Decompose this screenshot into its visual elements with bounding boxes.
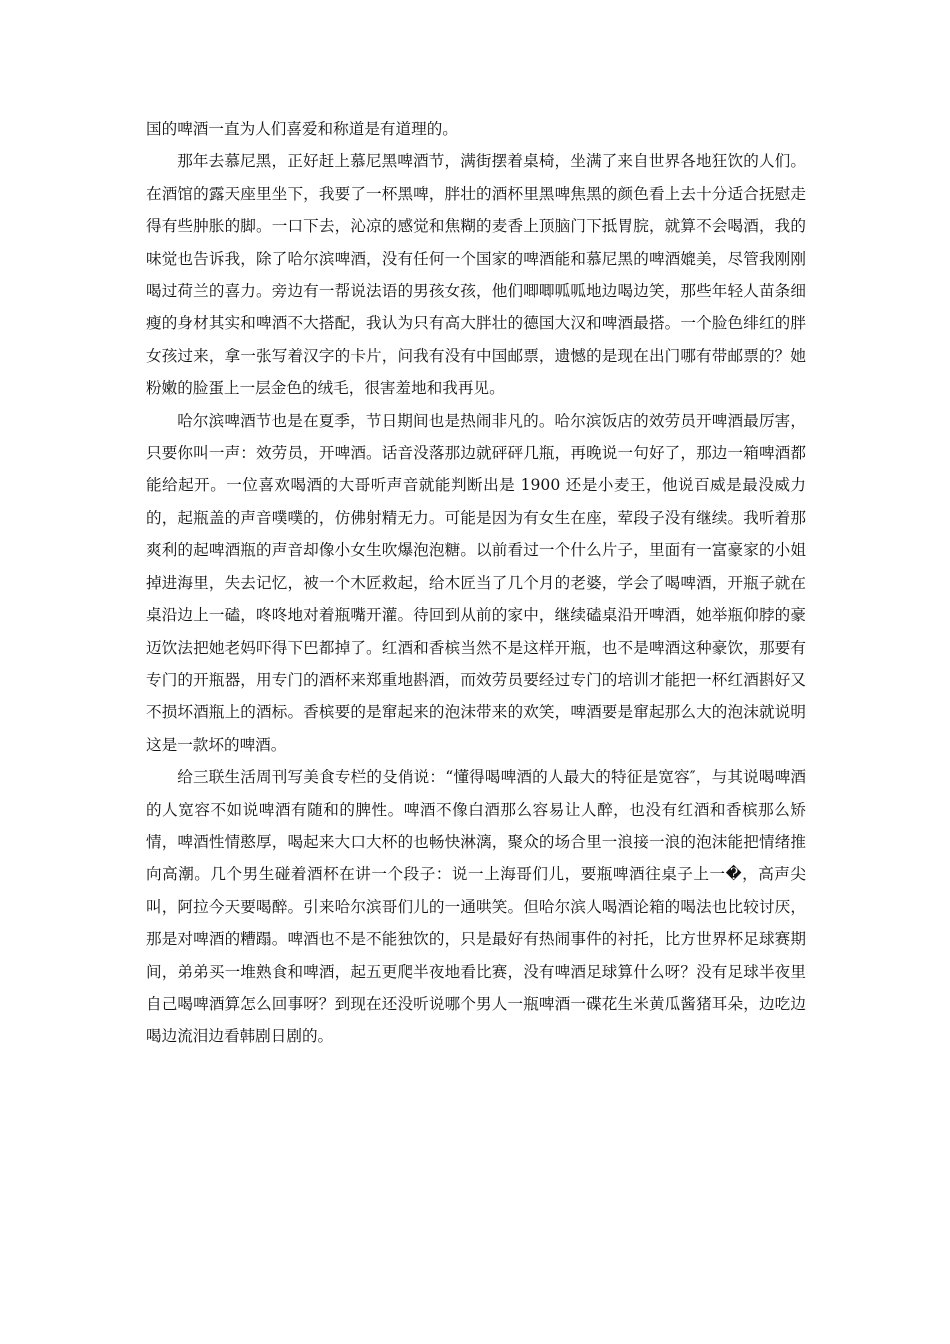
- paragraph-harbin-beer-festival: 哈尔滨啤酒节也是在夏季，节日期间也是热闹非凡的。哈尔滨饭店的效劳员开啤酒最厉害，只要你叫一声：效劳员，开啤酒。话音没落那边就砰砰几瓶，再晚说一句好了，那边一箱啤酒都能给起开。一位喜欢喝酒的大哥听声音就能判断出是 1900 还是小麦王，他说百威是最没威力的，起瓶盖的声音噗噗的，仿佛射精无力。可能是因为有女生在座，荤段子没有继续。我听着那爽利的起啤酒瓶的声音却像小女生吹爆泡泡糖。以前看过一个什么片子，里面有一富豪家的小姐掉进海里，失去记忆，被一个木匠救起，给木匠当了几个月的老婆，学会了喝啤酒，开瓶子就在桌沿边上一磕，咚咚地对着瓶嘴开灌。待回到从前的家中，继续磕桌沿开啤酒，她举瓶仰脖的豪迈饮法把她老妈吓得下巴都掉了。红酒和香槟当然不是这样开瓶，也不是啤酒这种豪饮，那要有专门的开瓶器，用专门的酒杯来郑重地斟酒，而效劳员要经过专门的培训才能把一杯红酒斟好又不损坏酒瓶上的酒标。香槟要的是窜起来的泡沫带来的欢笑，啤酒要是窜起那么大的泡沫就说明这是一款坏的啤酒。: [146, 411, 806, 754]
- paragraph-munich-beer-festival: 那年去慕尼黑，正好赶上慕尼黑啤酒节，满街摆着桌椅，坐满了来自世界各地狂饮的人们。在酒馆的露天座里坐下，我要了一杯黑啤，胖壮的酒杯里黑啤焦黑的颜色看上去十分适合抚慰走得有些肿胀的脚。一口下去，沁凉的感觉和焦糊的麦香上顶脑门下抵胃脘，就算不会喝酒，我的味觉也告诉我，除了哈尔滨啤酒，没有任何一个国家的啤酒能和慕尼黑的啤酒媲美，尽管我刚刚喝过荷兰的喜力。旁边有一帮说法语的男孩女孩，他们唧唧呱呱地边喝边笑，那些年轻人苗条细瘦的身材其实和啤酒不大搭配，我认为只有高大胖壮的德国大汉和啤酒最搭。一个脸色绯红的胖女孩过来，拿一张写着汉字的卡片，问我有没有中国邮票，遗憾的是现在出门哪有带邮票的？她粉嫩的脸蛋上一层金色的绒毛，很害羞地和我再见。: [146, 152, 806, 398]
- article-body: [146, 113, 806, 1053]
- paragraph-continued: 国的啤酒一直为人们喜爱和称道是有道理的。: [146, 120, 458, 138]
- paragraph-beer-tolerance: 给三联生活周刊写美食专栏的殳俏说：“懂得喝啤酒的人最大的特征是宽容″，与其说喝啤酒的人宽容不如说啤酒有随和的脾性。啤酒不像白酒那么容易让人醉，也没有红酒和香槟那么矫情，啤酒性情憨厚，喝起来大口大杯的也畅快淋漓，聚众的场合里一浪接一浪的泡沫能把情绪推向高潮。几个男生碰着酒杯在讲一个段子：说一上海哥们儿，要瓶啤酒往桌子上一�，高声尖叫，阿拉今天要喝醉。引来哈尔滨哥们儿的一通哄笑。但哈尔滨人喝酒论箱的喝法也比较讨厌，那是对啤酒的糟蹋。啤酒也不是不能独饮的，只是最好有热闹事件的衬托，比方世界杯足球赛期间，弟弟买一堆熟食和啤酒，起五更爬半夜地看比赛，没有啤酒足球算什么呀？没有足球半夜里自己喝啤酒算怎么回事呀？到现在还没听说哪个男人一瓶啤酒一碟花生米黄瓜酱猪耳朵，边吃边喝边流泪边看韩剧日剧的。: [146, 768, 806, 1046]
